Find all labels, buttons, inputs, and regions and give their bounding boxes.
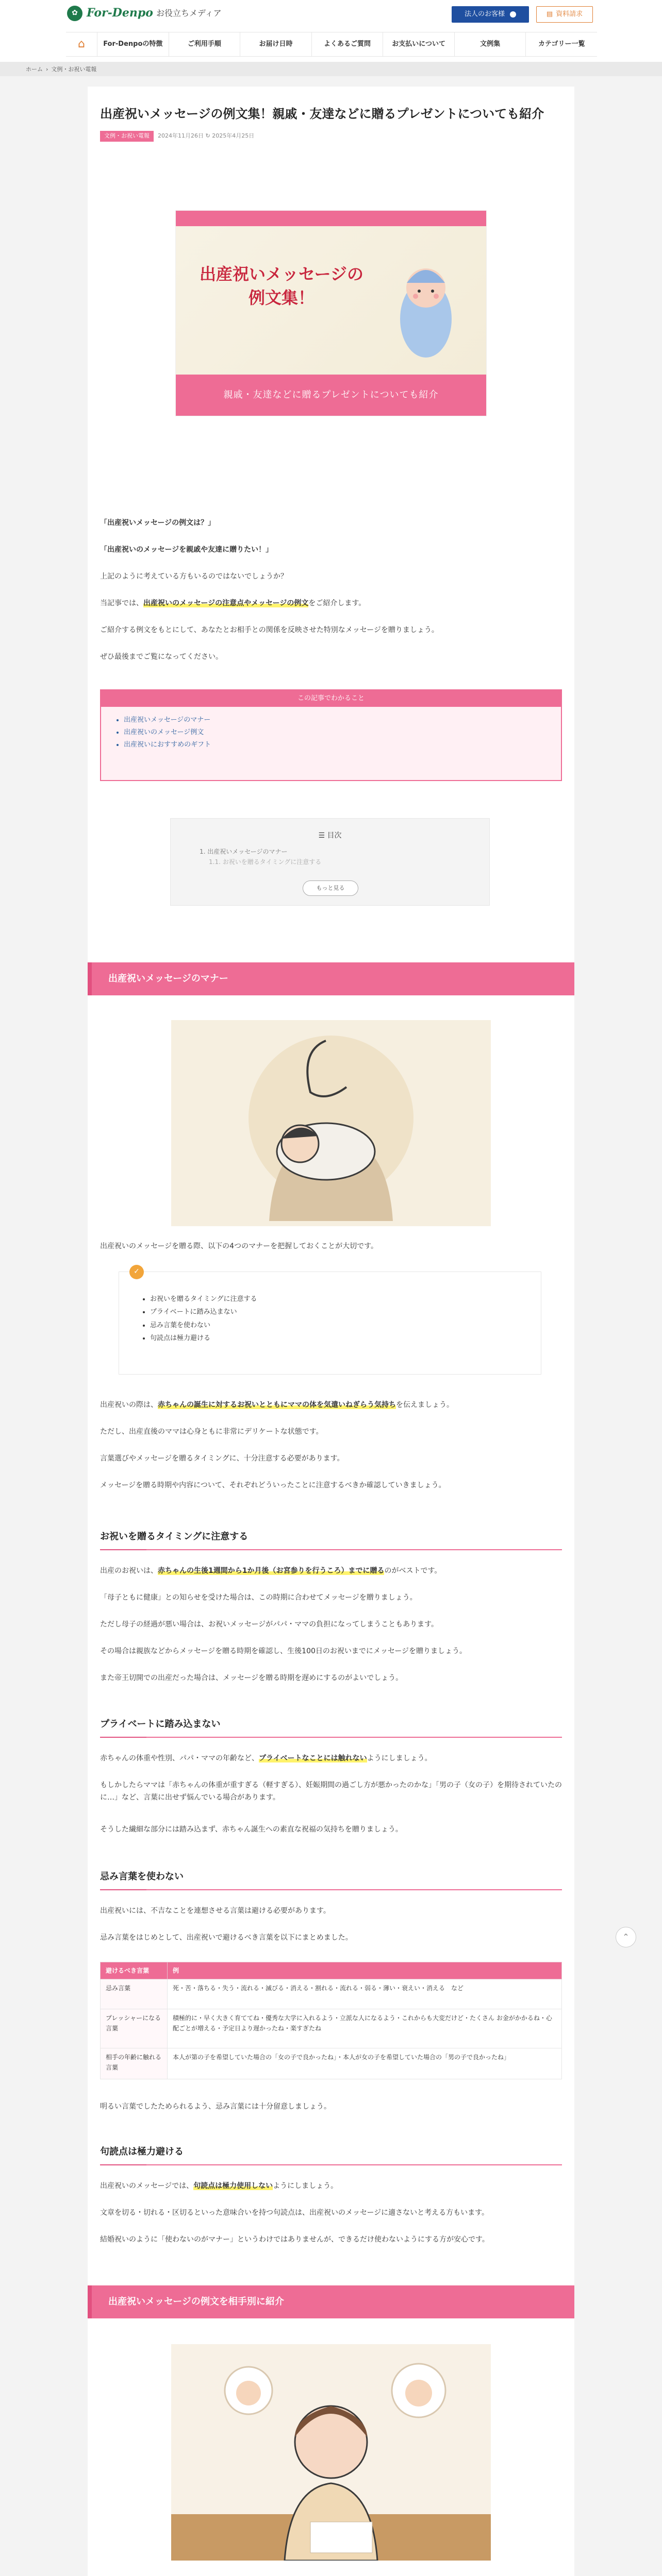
nav-item-steps[interactable]: ご利用手順 — [169, 32, 240, 56]
checklist — [119, 1272, 541, 1355]
nav-item-categories[interactable]: カテゴリー一覧 — [525, 32, 597, 56]
logo-main-text: For-Denpo — [87, 6, 153, 20]
summary-item[interactable]: • 出産祝いにおすすめのギフト — [124, 739, 561, 751]
subsection-heading-taboo-words: 忌み言葉を使わない — [100, 1869, 562, 1890]
nav-item-faq[interactable]: よくあるご質問 — [311, 32, 383, 56]
text-span: 出産祝いの際は、 — [100, 1401, 158, 1409]
home-icon[interactable]: ⌂ — [78, 38, 85, 51]
hero-subtitle: 親戚・友達などに贈るプレゼントについても紹介 — [176, 375, 486, 416]
highlight-span: 赤ちゃんの生後1週間から1か月後（お宮参りを行うころ）までに贈る — [158, 1567, 385, 1575]
punctuation-paragraph-2: 文章を切る・切れる・区切るといった意味合いを持つ句読点は、出産祝いのメッセージに適さないと考える方もいます。 — [100, 2209, 489, 2217]
section-heading-manners: 出産祝いメッセージのマナー — [88, 962, 574, 995]
breadcrumb — [0, 62, 662, 76]
mother-baby-illustration — [171, 1020, 491, 1226]
timing-paragraph-4: その場合は親族などからメッセージを贈る時期を確認し、生後100日のお祝いまでにメッセージを贈りましょう。 — [100, 1647, 467, 1655]
toc-item[interactable]: 1. 出産祝いメッセージのマナー — [200, 848, 288, 855]
hero-title — [196, 262, 367, 310]
nav-item-payment[interactable]: お支払いについて — [383, 32, 454, 56]
taboo-paragraph-1: 出産祝いには、不吉なことを連想させる言葉は避ける必要があります。 — [100, 1907, 330, 1915]
request-docs-label: 資料請求 — [556, 10, 583, 18]
highlight-span: プライベートなことには触れない — [259, 1754, 367, 1762]
table-of-contents — [170, 818, 490, 906]
checklist-item: • 忌み言葉を使わない — [150, 1319, 541, 1332]
toc-heading-text: 目次 — [327, 832, 342, 840]
logo-sub-text: お役立ちメディア — [156, 8, 222, 19]
sec1-lead: 出産祝いのメッセージを贈る際、以下の4つのマナーを把握しておくことが大切です。 — [100, 1242, 378, 1250]
article-date: 2024年11月26日 ↻ 2025年4月25日 — [158, 132, 255, 139]
timing-paragraph-1 — [100, 1565, 562, 1578]
hero-image — [175, 210, 487, 416]
sec1-paragraph-4: メッセージを贈る時期や内容について、それぞれどういったことに注意するべきか確認していきましょう。 — [100, 1481, 446, 1489]
hero-body — [176, 226, 486, 376]
category-badge[interactable]: 文例・お祝い電報 — [100, 131, 154, 142]
logo-mark-icon: ✿ — [67, 6, 82, 21]
checklist-item: • お祝いを贈るタイミングに注意する — [150, 1293, 541, 1306]
punctuation-paragraph-1 — [100, 2180, 562, 2193]
article-meta — [100, 131, 254, 142]
section-heading-examples: 出産祝いメッセージの例文を相手別に紹介 — [88, 2285, 574, 2318]
breadcrumb-separator: › — [46, 66, 48, 73]
intro-paragraph-3: ご紹介する例文をもとにして、あなたとお相手との関係を反映させた特別なメッセージを贈りましょう。 — [100, 626, 439, 634]
woman-thinking-illustration — [171, 2344, 491, 2561]
summary-box — [100, 689, 562, 781]
mother-holding-baby-icon — [171, 1020, 491, 1226]
site-logo[interactable] — [67, 4, 222, 23]
subsection-heading-punctuation: 句読点は極力避ける — [100, 2144, 562, 2165]
manners-checklist — [119, 1267, 541, 1375]
table-cell: 本人が第の子を希望していた場合の「女の子で良かったね」・本人が女の子を希望していた場合の「男の子で良かったね」 — [168, 2048, 562, 2079]
taboo-paragraph-3: 明るい言葉でしたためられるよう、忌み言葉には十分留意しましょう。 — [100, 2103, 331, 2111]
hero-top-band — [176, 211, 486, 226]
timing-paragraph-5: また帝王切開での出産だった場合は、メッセージを贈る時期を遅めにするのがよいでしょう。 — [100, 1674, 403, 1682]
checklist-item: • 句読点は極力避ける — [150, 1332, 541, 1345]
request-docs-button[interactable] — [536, 6, 593, 23]
table-cell: 積極的に・早く大きく育ててね・優秀な大学に入れるよう・立派な人になるよう・これからも大変だけど・たくさん お金がかかるね・心配ごとが増える・予定日より遅かったね・楽すぎたね — [168, 2009, 562, 2048]
summary-heading: この記事でわかること — [101, 690, 561, 707]
taboo-words-table — [100, 1962, 562, 2079]
table-row — [101, 2009, 562, 2048]
table-row — [101, 1979, 562, 2009]
article-title: 出産祝いメッセージの例文集！親戚・友達などに贈るプレゼントについても紹介 — [100, 107, 544, 121]
text-span: のがベストです。 — [384, 1567, 442, 1575]
intro-paragraph-1: 上記のように考えている方もいるのではないでしょうか？ — [100, 572, 288, 581]
article — [88, 87, 574, 2576]
site-header — [0, 0, 662, 62]
text-span: 赤ちゃんの体重や性別、パパ・ママの年齢など、 — [100, 1754, 259, 1762]
table-header-cell: 例 — [168, 1962, 562, 1979]
intro-paragraph-2 — [100, 598, 562, 610]
sec1-paragraph-3: 言葉選びやメッセージを贈るタイミングに、十分注意する必要があります。 — [100, 1454, 344, 1463]
corporate-button[interactable] — [452, 6, 529, 23]
table-cell: 死・苦・落ちる・失う・流れる・滅びる・消える・割れる・流れる・弱る・薄い・衰えい・消える など — [168, 1979, 562, 2009]
check-icon: ✓ — [129, 1265, 144, 1279]
table-header-row — [101, 1962, 562, 1979]
privacy-paragraph-1 — [100, 1753, 562, 1765]
table-cell: 相手の年齢に触れる言葉 — [101, 2048, 168, 2079]
timing-paragraph-2: 「母子ともに健康」との知らせを受けた場合は、この時期に合わせてメッセージを贈りましょう。 — [100, 1594, 417, 1602]
hero-title-line2: 例文集！ — [248, 288, 315, 308]
document-icon: ▤ — [546, 10, 553, 18]
text-span: ようにしましょう。 — [367, 1754, 432, 1762]
nav-item-features[interactable]: For-Denpoの特徴 — [97, 32, 169, 56]
baby-illustration-icon — [392, 257, 459, 360]
intro-quote-1: 「出産祝いメッセージの例文は？」 — [100, 519, 216, 527]
punctuation-paragraph-3: 結婚祝いのように「使わないのがマナー」というわけではありませんが、できるだけ使わないようにする方が安心です。 — [100, 2235, 489, 2244]
text-span: ようにしましょう。 — [273, 2182, 338, 2190]
intro-paragraph-4: ぜひ最後までご覧になってください。 — [100, 653, 223, 661]
intro-text-a: 当記事では、 — [100, 599, 143, 607]
sec1-paragraph-2: ただし、出産直後のママは心身ともに非常にデリケートな状態です。 — [100, 1428, 323, 1436]
nav-item-examples[interactable]: 文例集 — [454, 32, 526, 56]
intro-text-b: をご紹介します。 — [308, 599, 366, 607]
subsection-heading-timing: お祝いを贈るタイミングに注意する — [100, 1529, 562, 1550]
chevron-up-icon: ⌃ — [622, 1932, 630, 1942]
text-span: 出産祝いのメッセージでは、 — [100, 2182, 194, 2190]
intro-quote-2: 「出産祝いのメッセージを親戚や友達に贈りたい！」 — [100, 546, 273, 554]
summary-item[interactable]: • 出産祝いメッセージのマナー — [124, 714, 561, 726]
text-span: を伝えましょう。 — [396, 1401, 454, 1409]
table-cell: 忌み言葉 — [101, 1979, 168, 2009]
toc-heading — [171, 830, 489, 842]
summary-item[interactable]: • 出産祝いのメッセージ例文 — [124, 726, 561, 739]
arrow-circle-icon — [510, 11, 516, 18]
privacy-paragraph-3: そうした繊細な部分には踏み込まず、赤ちゃん誕生への素直な祝福の気持ちを贈りましょう。 — [100, 1825, 403, 1834]
hero-title-line1: 出産祝いメッセージの — [199, 264, 364, 284]
summary-list — [101, 707, 561, 751]
main-nav — [66, 32, 597, 57]
nav-item-delivery[interactable]: お届け日時 — [240, 32, 311, 56]
privacy-paragraph-2: もしかしたらママは「赤ちゃんの体重が重すぎる（軽すぎる）、妊娠期間の過ごし方が悪かったのかな」「男の子（女の子）を期待されていたのに…」など、言葉に出せず悩んでいる場合があります。 — [100, 1781, 562, 1802]
breadcrumb-category[interactable]: 文例・お祝い電報 — [51, 66, 97, 73]
timing-paragraph-3: ただし母子の経過が悪い場合は、お祝いメッセージがパパ・ママの負担になってしまうこともあります。 — [100, 1620, 439, 1629]
corporate-button-label: 法人のお客様 — [464, 10, 505, 18]
taboo-paragraph-2: 忌み言葉をはじめとして、出産祝いで避けるべき言葉を以下にまとめました。 — [100, 1934, 353, 1942]
subsection-heading-privacy: プライベートに踏み込まない — [100, 1717, 562, 1738]
checklist-item: • プライベートに踏み込まない — [150, 1306, 541, 1318]
toc-item[interactable]: 1.1. お祝いを贈るタイミングに注意する — [209, 858, 322, 866]
table-row — [101, 2048, 562, 2079]
highlight-span: 句読点は極力使用しない — [193, 2182, 273, 2190]
highlight-span: 赤ちゃんの誕生に対するお祝いとともにママの体を気遣いねぎらう気持ち — [158, 1401, 396, 1409]
sec1-paragraph-1 — [100, 1399, 562, 1412]
scroll-to-top-button[interactable] — [616, 1927, 636, 1947]
table-header-cell: 避けるべき言葉 — [101, 1962, 168, 1979]
table-cell: プレッシャーになる言葉 — [101, 2009, 168, 2048]
toc-list — [200, 846, 489, 868]
text-span: 出産のお祝いは、 — [100, 1567, 158, 1575]
toc-more-button[interactable]: もっと見る — [303, 880, 358, 896]
breadcrumb-home[interactable]: ホーム — [26, 66, 43, 73]
intro-highlight: 出産祝いのメッセージの注意点やメッセージの例文 — [143, 599, 309, 607]
list-icon: ☰ — [318, 832, 327, 840]
woman-writing-letter-icon — [171, 2344, 491, 2561]
